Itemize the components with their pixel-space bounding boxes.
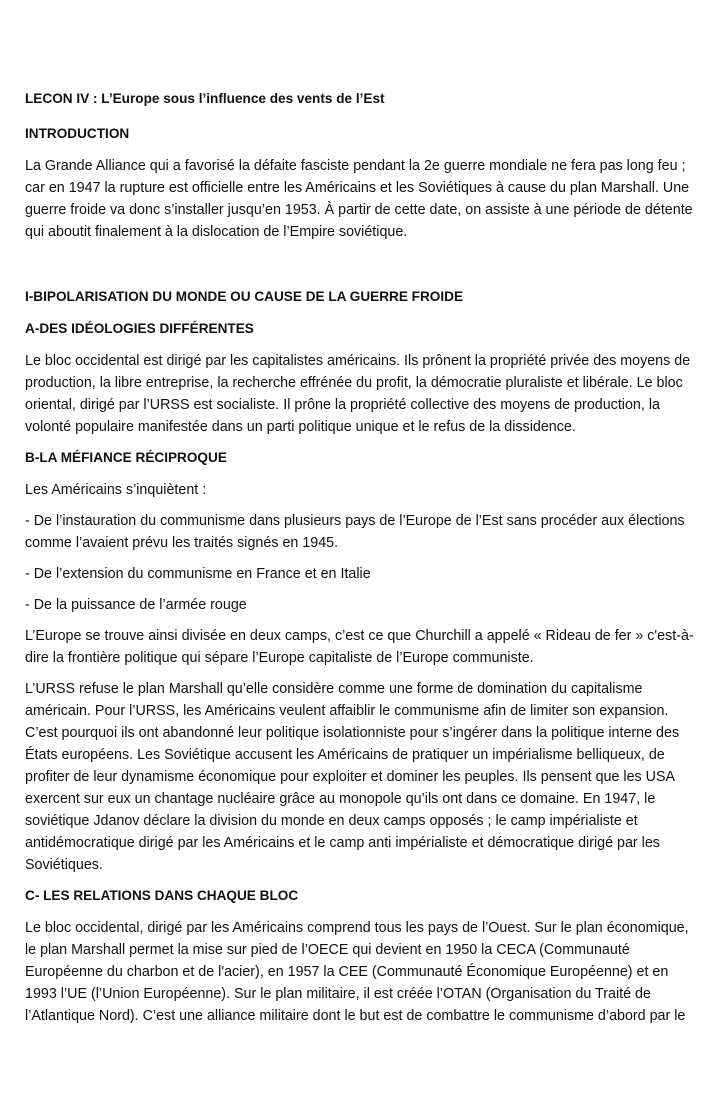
text-line: oriental, dirigé par l’URSS est socialiste. Il prône la propriété collective des moyens de production, la (25, 397, 660, 413)
text-line: production, la libre entreprise, la recherche effrénée du profit, la démocratie pluraliste et libérale. Le bloc (25, 375, 683, 391)
spacer (25, 252, 713, 286)
text-line: exercent sur eux un chantage nucléaire grâce au monopole qu’ils ont dans ce domaine. En 1947, le (25, 791, 656, 807)
text-line: Le bloc occidental, dirigé par les Américains comprend tous les pays de l’Ouest. Sur le plan économique, (25, 920, 689, 936)
iron-curtain-paragraph (25, 625, 713, 669)
text-line: - De l’instauration du communisme dans plusieurs pays de l’Europe de l’Est sans procéder aux élections (25, 513, 685, 529)
document-page (25, 88, 713, 1036)
text-line: soviétique Jdanov déclare la division du monde en deux camps opposés ; le camp impérialiste et (25, 813, 638, 829)
section-b-heading: B-LA MÉFIANCE RÉCIPROQUE (25, 450, 227, 465)
text-line: Les Américains s’inquiètent : (25, 482, 207, 498)
urss-paragraph (25, 678, 713, 876)
section-c-paragraph (25, 917, 713, 1027)
section-c-heading: C- LES RELATIONS DANS CHAQUE BLOC (25, 888, 299, 903)
text-line: l’Atlantique Nord). C’est une alliance militaire dont le but est de combattre le communisme d’abord par le (25, 1008, 686, 1024)
section-b-intro (25, 479, 713, 501)
text-line: qui aboutit finalement à la dislocation de l’Empire soviétique. (25, 224, 408, 240)
section-a-heading: A-DES IDÉOLOGIES DIFFÉRENTES (25, 321, 254, 336)
section-b-item-3 (25, 594, 713, 616)
text-line: le plan Marshall permet la mise sur pied de l’OECE qui devient en 1950 la CECA (Communauté (25, 942, 630, 958)
text-line: américain. Pour l’URSS, les Américains veulent affaiblir le communisme afin de limiter son expansion. (25, 703, 669, 719)
text-line: 1993 l’UE (l’Union Européenne). Sur le plan militaire, il est créée l’OTAN (Organisation du Traité de (25, 986, 651, 1002)
text-line: Soviétiques. (25, 857, 103, 873)
text-line: L’Europe se trouve ainsi divisée en deux camps, c’est ce que Churchill a appelé « Rideau de fer » c'est-à- (25, 628, 694, 644)
section-b-item-1 (25, 510, 713, 554)
introduction-paragraph (25, 155, 713, 243)
section-a-paragraph (25, 350, 713, 438)
lesson-title: LECON IV : L’Europe sous l’influence des vents de l’Est (25, 91, 385, 106)
part1-heading: I-BIPOLARISATION DU MONDE OU CAUSE DE LA GUERRE FROIDE (25, 289, 464, 304)
text-line: guerre froide va donc s’installer jusqu’en 1953. À partir de cette date, on assiste à une période de détente (25, 202, 693, 218)
text-line: - De la puissance de l’armée rouge (25, 597, 247, 613)
text-line: - De l’extension du communisme en France et en Italie (25, 566, 371, 582)
text-line: antidémocratique dirigé par les Américains et le camp anti impérialiste et démocratique dirigé par les (25, 835, 660, 851)
text-line: volonté populaire manifestée dans un parti politique unique et le refus de la dissidence. (25, 419, 576, 435)
text-line: profiter de leur dynamisme économique pour exploiter et dominer les peuples. Ils pensent que les USA (25, 769, 676, 785)
text-line: Le bloc occidental est dirigé par les capitalistes américains. Ils prônent la propriété privée des moyens de (25, 353, 691, 369)
text-line: dire la frontière politique qui sépare l’Europe capitaliste de l’Europe communiste. (25, 650, 534, 666)
text-line: comme l’avaient prévu les traités signés en 1945. (25, 535, 339, 551)
text-line: Européenne du charbon et de l'acier), en 1957 la CEE (Communauté Économique Européenne) et en (25, 964, 669, 980)
text-line: C’est pourquoi ils ont abandonné leur politique isolationniste pour s’ingérer dans la politique interne des (25, 725, 680, 741)
text-line: L’URSS refuse le plan Marshall qu’elle considère comme une forme de domination du capitalisme (25, 681, 643, 697)
introduction-heading: INTRODUCTION (25, 126, 130, 141)
section-b-item-2 (25, 563, 713, 585)
text-line: États européens. Les Soviétique accusent les Américains de pratiquer un impérialisme belliqueux, de (25, 747, 665, 763)
text-line: car en 1947 la rupture est officielle entre les Américains et les Soviétiques à cause du plan Marshall. Une (25, 180, 690, 196)
text-line: La Grande Alliance qui a favorisé la défaite fasciste pendant la 2e guerre mondiale ne fera pas long feu ; (25, 158, 686, 174)
